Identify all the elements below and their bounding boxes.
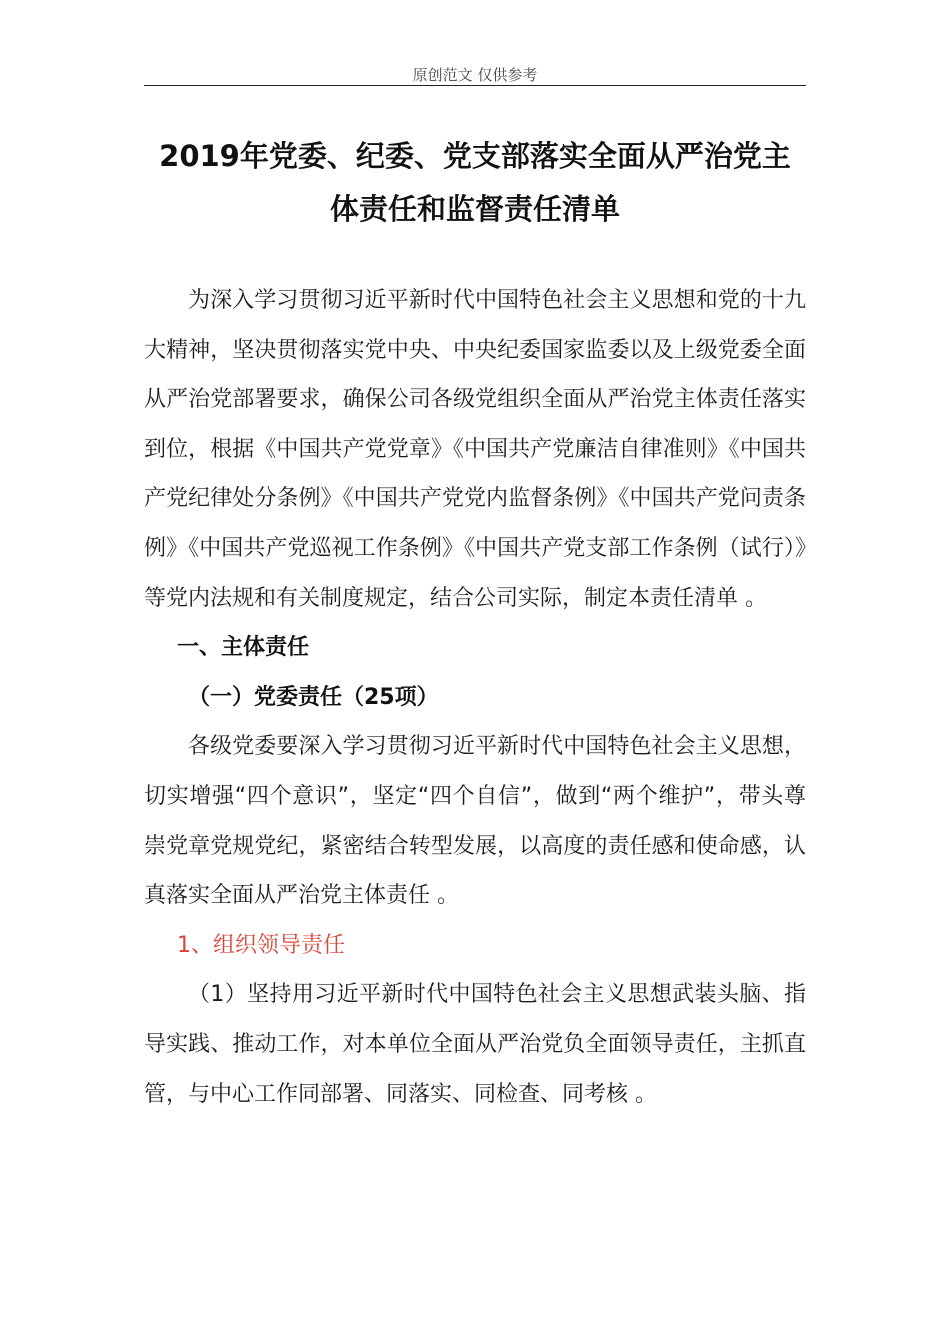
item-point-1-paragraph: （1）坚持用习近平新时代中国特色社会主义思想武装头脑、指导实践、推动工作，对本单位全面从严治党负全面领导责任，主抓直管，与中心工作同部署、同落实、同检查、同考核 。: [144, 982, 806, 1107]
document-title: [144, 130, 806, 236]
party-committee-paragraph: 各级党委要深入学习贯彻习近平新时代中国特色社会主义思想，切实增强“四个意识”，坚定“四个自信”，做到“两个维护”，带头尊崇党章党规党纪，紧密结合转型发展，以高度的责任感和使命感，认真落实全面从严治党主体责任 。: [144, 734, 806, 909]
intro-paragraph: 为深入学习贯彻习近平新时代中国特色社会主义思想和党的十九大精神，坚决贯彻落实党中央、中央纪委国家监委以及上级党委全面从严治党部署要求，确保公司各级党组织全面从严治党主体责任落实到位，根据《中国共产党党章》《中国共产党廉洁自律准则》《中国共产党纪律处分条例》《中国共产党党内监督条例》《中国共产党问责条例》《中国共产党巡视工作条例》《中国共产党支部工作条例（试行）》等党内法规和有关制度规定，结合公司实际，制定本责任清单 。: [144, 288, 806, 611]
document-body: [144, 276, 806, 1119]
title-line-2: 体责任和监督责任清单: [329, 192, 620, 226]
subsection-heading-party-committee: （一）党委责任（25项）: [188, 684, 439, 710]
header-divider: [144, 85, 806, 86]
item-heading-organizational-leadership: 1、组织领导责任: [177, 932, 345, 958]
section-heading-main-responsibility: 一、主体责任: [177, 635, 310, 661]
title-line-1: 2019年党委、纪委、党支部落实全面从严治党主: [159, 139, 791, 173]
page-header-text: 原创范文 仅供参考: [412, 66, 538, 84]
